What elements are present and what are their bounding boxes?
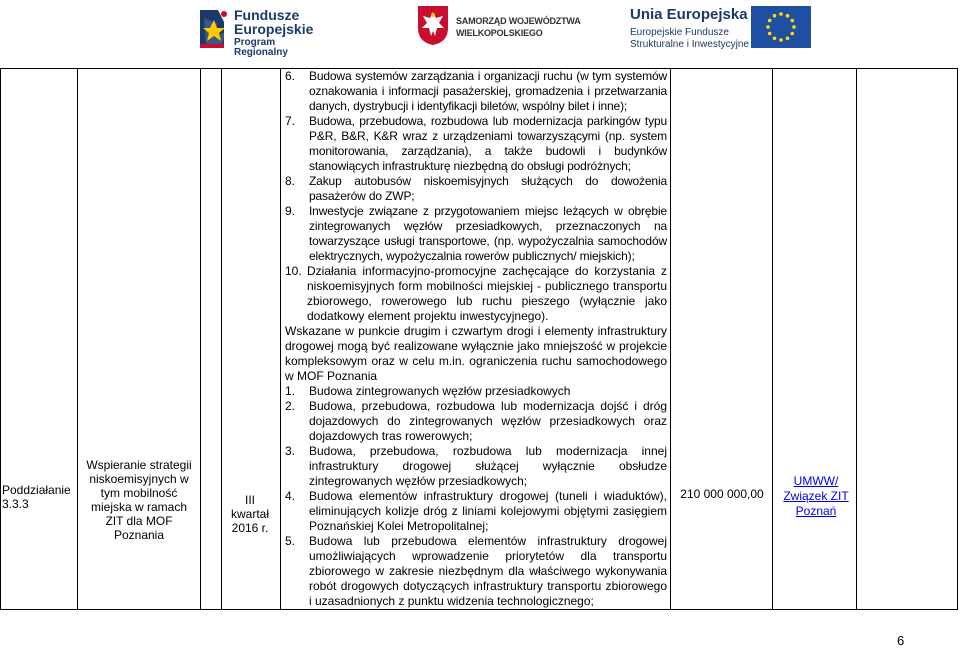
col-border (856, 68, 857, 610)
item-number: 9. (285, 204, 296, 218)
list-item (285, 174, 667, 204)
entity-link-line2[interactable]: Związek ZIT (783, 489, 849, 503)
list-item (285, 534, 667, 609)
list-item (285, 489, 667, 534)
fe-line3: Program Regionalny (234, 37, 288, 58)
eagle-shield-icon (416, 4, 450, 46)
item-text: Budowa systemów zarządzania i organizacji ruchu (w tym systemów oznakowania i informacji pasażerskiej, gromadzenia i przetwarzania danych, dystrybucji i identyfikacji biletów, wspólny bilet i inne); (309, 69, 667, 113)
col-border (0, 68, 1, 610)
measure-name-cell: Wspieranie strategii niskoemisyjnych w tym mobilność miejska w ramach ZIT dla MOF Poznania (86, 458, 192, 542)
ue-line3: Strukturalne i Inwestycyjne (630, 39, 749, 50)
list-item (285, 69, 667, 114)
ue-line1: Unia Europejska (630, 6, 748, 23)
item-text: Inwestycje związane z przygotowaniem miejsc leżących w obrębie zintegrowanych węzłów przesiadkowych, przeznaczonych na towarzyszące usługi transportowe, (np. wypożyczalnia samochodów elektrycznych, wypożyczalnia rowerów publicznych/ miejskich); (309, 204, 667, 263)
unia-europejska-logo (630, 4, 812, 50)
col-border (957, 68, 958, 610)
item-number: 4. (285, 489, 296, 503)
item-text: Budowa, przebudowa, rozbudowa lub modernizacja innej infrastruktury drogowej służącej wyłącznie obsłudze zintegrowanych węzłów przesiadkowych; (309, 444, 667, 488)
item-text: Budowa elementów infrastruktury drogowej (tuneli i wiaduktów), eliminujących kolizje dróg z liniami kolejowymi objętymi zasięgiem Poznańskiej Kolei Metropolitalnej; (309, 489, 667, 533)
wielkopolska-logo (416, 4, 581, 48)
investment-table (0, 68, 958, 610)
section-cell: Poddziałanie 3.3.3 (2, 483, 71, 511)
item-number: 2. (285, 399, 296, 413)
scope-cell (285, 69, 667, 609)
scope-paragraph: Wskazane w punkcie drugim i czwartym drogi i elementy infrastruktury drogowej mogą być realizowane wyłącznie jako mniejszość w projekcie kompleksowym oraz w celu m.in. ograniczenia ruchu samochodowego w MOF Poznania (285, 324, 667, 383)
list-item (285, 444, 667, 489)
list-item (285, 204, 667, 264)
item-number: 3. (285, 444, 296, 458)
item-text: Budowa, przebudowa, rozbudowa lub modernizacja dojść i dróg dojazdowych do zintegrowanych węzłów przesiadkowych oraz dojazdowych tras rowerowych; (309, 399, 667, 443)
entity-link-line1[interactable]: UMWW/ (793, 474, 839, 488)
item-text: Działania informacyjno-promocyjne zachęcające do korzystania z niskoemisyjnych form mobilności miejskiej - publicznego transportu zbiorowego, rowerowego lub ruchu pieszego (wyłącznie jako dodatkowy element projektu inwestycyjnego). (307, 264, 667, 323)
col-border (280, 68, 281, 610)
ue-line2: Europejskie Fundusze (630, 27, 729, 38)
fe-line2: Europejskie (234, 21, 314, 37)
list-item (285, 264, 667, 324)
wlkp-line1: SAMORZĄD WOJEWÓDZTWA (456, 16, 581, 26)
item-number: 10. (285, 264, 302, 278)
amount-cell: 210 000 000,00 (680, 487, 764, 501)
col-border (772, 68, 773, 610)
item-number: 1. (285, 384, 296, 398)
eu-flag-icon (751, 6, 811, 48)
entity-link-line3[interactable]: Poznań (795, 504, 837, 518)
col-border (670, 68, 671, 610)
fe-line1: Fundusze (234, 7, 300, 23)
item-number: 8. (285, 174, 296, 188)
page-number: 6 (897, 633, 905, 648)
fundusze-europejskie-logo (198, 4, 323, 58)
item-text: Budowa lub przebudowa elementów infrastruktury drogowej umożliwiających wprowadzenie priorytetów dla transportu zbiorowego w zakresie niezbędnym dla właściwego wykonywania robót drogowych dotyczących infrastruktury transportu zbiorowego i uzasadnionych z punktu widzenia technologicznego; (309, 534, 667, 608)
wlkp-line2: WIELKOPOLSKIEGO (456, 28, 543, 38)
col-border (200, 68, 201, 610)
table-bottom-border (0, 609, 958, 610)
item-text: Zakup autobusów niskoemisyjnych służących do dowożenia pasażerów do ZWP; (309, 174, 667, 203)
item-number: 6. (285, 69, 296, 83)
date-cell: III kwartał 2016 r. (230, 493, 269, 535)
fe-star-icon (198, 4, 230, 52)
col-border (221, 68, 222, 610)
item-number: 5. (285, 534, 296, 548)
list-item (285, 399, 667, 444)
list-item (285, 384, 667, 399)
col-border (77, 68, 78, 610)
list-item (285, 114, 667, 174)
item-text: Budowa, przebudowa, rozbudowa lub modernizacja parkingów typu P&R, B&R, K&R wraz z urządzeniami towarzyszącymi (np. system monitorowania, zarządzania), a także budowli i budynków stanowiących infrastrukturę niezbędną do obsługi podróżnych; (309, 114, 667, 173)
item-number: 7. (285, 114, 296, 128)
entity-cell (776, 474, 856, 519)
item-text: Budowa zintegrowanych węzłów przesiadkowych (309, 384, 571, 398)
